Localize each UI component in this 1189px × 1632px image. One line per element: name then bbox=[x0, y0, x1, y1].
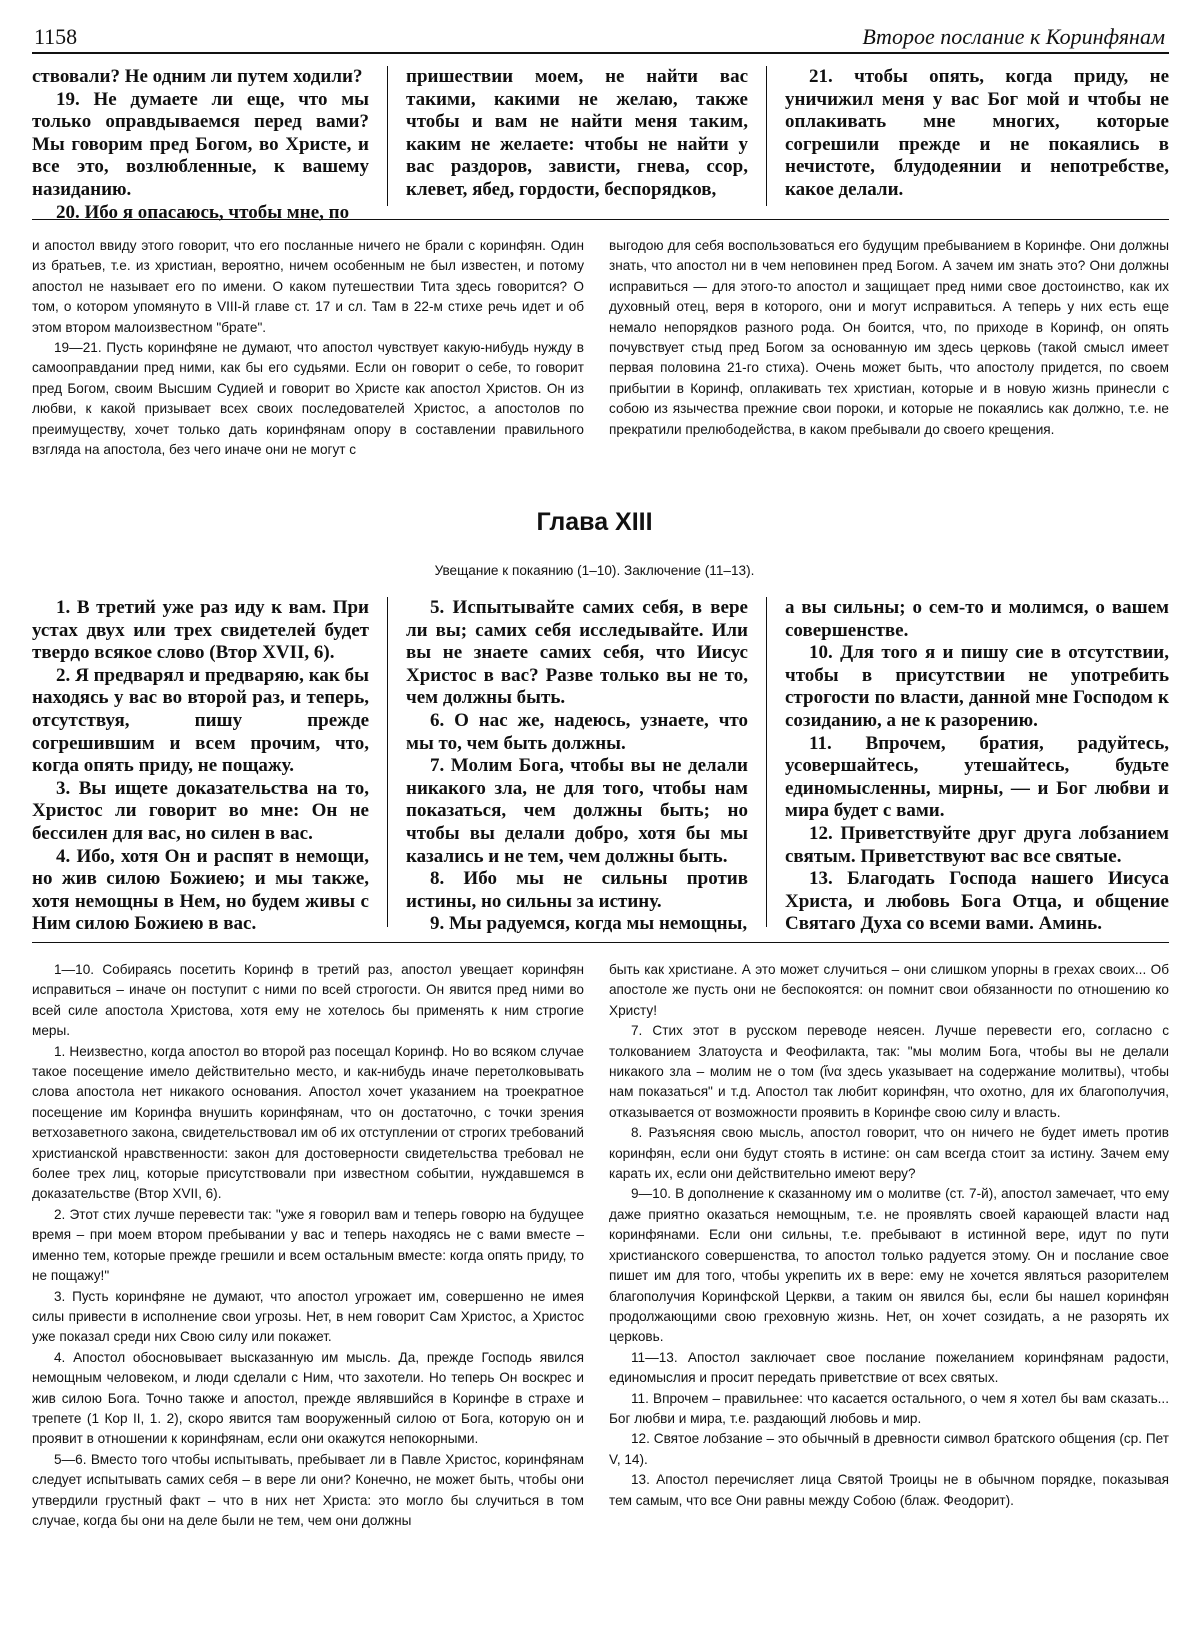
verse-text: 13. Благодать Господа нашего Иисуса Христа, и любовь Бога Отца, и общение Святаго Духа со всеми вами. Аминь. bbox=[785, 868, 1169, 935]
commentary-paragraph: 1—10. Собираясь посетить Коринф в третий раз, апостол увещает коринфян исправиться – иначе он поступит с ними по всей строгости. Он явится пред ними во всей силе апостола Христова, хотя ему не хотелось бы применять к ним строгие меры. bbox=[32, 962, 584, 1039]
commentary-paragraph: 7. Стих этот в русском переводе неясен. Лучше перевести его, согласно с толкованием Златоуста и Феофилакта, так: "мы молим Бога, чтобы вы не делали никакого зла – молим не о том (ἵνα здесь указывает на содержание молитвы), чтобы нам показаться" и т.д. Апостол так любит коринфян, что охотно, для их благополучия, отказывается от возможности проявить в Коринфе свою силу и власть. bbox=[609, 1023, 1169, 1120]
verse-text: 21. чтобы опять, когда приду, не уничижил меня у вас Бог мой и чтобы не оплакивать мне многих, которые согрешили прежде и не покаялись в нечистоте, блудодеянии и непотребстве, какое делали. bbox=[785, 66, 1169, 200]
verse-text: 6. О нас же, надеюсь, узнаете, что мы то, чем быть должны. bbox=[406, 709, 748, 754]
commentary-paragraph: 11—13. Апостол заключает свое послание пожеланием коринфянам радости, единомыслия и просит передать приветствие от всех святых. bbox=[609, 1349, 1169, 1386]
commentary-paragraph: 5—6. Вместо того чтобы испытывать, пребывает ли в Павле Христос, коринфянам следует испытывать самих себя – в вере ли они? Конечно, не может быть, чтобы они утвердили грустный факт – что в них нет Христа: это могло бы случиться в том случае, когда бы они на деле были не тем, чем они должны bbox=[32, 1451, 584, 1528]
scripture-column-1 bbox=[32, 597, 387, 935]
scripture-column-3 bbox=[767, 597, 1169, 935]
verse-text: а вы сильны; о сем-то и молимся, о вашем совершенстве. bbox=[785, 597, 1169, 641]
verse-text: 9. Мы радуемся, когда мы немощны, bbox=[430, 913, 748, 935]
scripture-column-2 bbox=[388, 597, 766, 935]
section-divider bbox=[32, 942, 1169, 943]
verse-text: пришествии моем, не найти вас такими, какими не желаю, также чтобы и вам не найти меня таким, каким не желаете: чтобы не найти у вас раздоров, зависти, гнева, ссор, клевет, ябед, гордости, беспорядков, bbox=[406, 66, 748, 200]
commentary-column-left bbox=[32, 236, 584, 460]
verse-text: 8. Ибо мы не сильны против истины, но сильны за истину. bbox=[406, 868, 748, 912]
page-number: 1158 bbox=[34, 24, 78, 49]
verse-text: 3. Вы ищете доказательства на то, Христос ли говорит во мне: Он не бессилен для вас, но силен в вас. bbox=[32, 777, 369, 844]
commentary-paragraph: 8. Разъясняя свою мысль, апостол говорит, что он ничего не будет иметь против коринфян, если они будут стоять в истине: он сам всегда стоит за истину. Зачем ему карать их, если они действительно имеют веру? bbox=[609, 1125, 1169, 1182]
commentary-paragraph: и апостол ввиду этого говорит, что его посланные ничего не брали с коринфян. Один из братьев, т.е. из христиан, вероятно, ничем особенным не был известен, и потому апостол не называет его по имени. О каком путешествии Тита здесь говорится? О том, о котором упомянуто в VIII-й главе ст. 17 и сл. Там в 22-м стихе речь идет и об этом втором малоизвестном "брате". bbox=[32, 238, 584, 335]
commentary-paragraph: выгодою для себя воспользоваться его будущим пребыванием в Коринфе. Они должны знать, что апостол ни в чем неповинен пред Богом. А зачем им знать это? Они должны исправиться — для этого-то апостол и защищает пред ними свое достоинство, как их духовный отец, веря в которого, они и могут исправиться. А теперь у них есть еще немало непорядков разного рода. Он боится, что, по приходе в Коринф, он опять почувствует стыд пред Богом за основанную им здесь церковь (такой смысл имеет первая половина 21-го стиха). Очень может быть, что апостолу придется, по своем прибытии в Коринф, оплакивать тех христиан, которые и в новую жизнь принесли с собою из язычества прежние свои пороки, и которые не покаялись как должно, т.е. не прекратили прелюбодейства, в каком пребывали до своего крещения. bbox=[609, 238, 1169, 437]
commentary-paragraph: 9—10. В дополнение к сказанному им о молитве (ст. 7-й), апостол замечает, что ему даже приятно оказаться немощным, т.е. не проявлять своей карающей власти над коринфянами. Если они сильны, т.е. пребывают в истинной вере, идут по пути христианского совершенства, то апостол только радуется этому. Он и послание свое пишет им для того, чтобы укрепить их в вере: ему не хочется являться разорителем благополучия Коринфской Церкви, а таким он явился бы, если бы нашел коринфян продолжающими свою греховную жизнь. Нет, он хочет созидать, а не разорять их церковь. bbox=[609, 1186, 1169, 1345]
scripture-column-2 bbox=[388, 66, 766, 206]
commentary-paragraph: 11. Впрочем – правильнее: что касается остального, о чем я хотел бы вам сказать... Бог любви и мира, т.е. раздающий любовь и мир. bbox=[609, 1390, 1169, 1426]
verse-text: 19. Не думаете ли еще, что мы только оправдываемся перед вами? Мы говорим пред Богом, во Христе, и все это, возлюбленные, к вашему назиданию. bbox=[32, 88, 369, 200]
verse-text: ствовали? Не одним ли путем ходили? bbox=[32, 66, 363, 87]
scripture-column-3 bbox=[767, 66, 1169, 206]
top-commentary bbox=[32, 236, 1169, 460]
commentary-column-right bbox=[609, 960, 1169, 1531]
page-header bbox=[32, 18, 1169, 54]
section-divider bbox=[32, 219, 1169, 220]
commentary-paragraph: 13. Апостол перечисляет лица Святой Троицы не в обычном порядке, показывая тем самым, что все Они равны между Собою (блаж. Феодорит). bbox=[609, 1472, 1169, 1508]
verse-text: 5. Испытывайте самих себя, в вере ли вы; самих себя исследывайте. Или вы не знаете самих себя, что Иисус Христос в вас? Разве только вы не то, чем должны быть. bbox=[406, 597, 748, 709]
commentary-paragraph: 1. Неизвестно, когда апостол во второй раз посещал Коринф. Но во всяком случае такое посещение имело действительно место, и как-нибудь иначе перетолковывать слова апостола нет никакого основания. Апостол хочет указанием на троекратное посещение им Коринфа внушить коринфянам, что он достаточно, с точки зрения ветхозаветного закона, свидетельствовал им об их отступлении от строгих требований христианской нравственности: закон для достоверности свидетельства требовал не более трех лиц, которые присутствовали при известном событии, нуждавшемся в доказательстве (Втор XVII, 6). bbox=[32, 1043, 584, 1202]
commentary-paragraph: 3. Пусть коринфяне не думают, что апостол угрожает им, совершенно не имея силы привести в исполнение свои угрозы. Нет, в нем говорит Сам Христос, а Христос уже показал среди них Свою силу или покажет. bbox=[32, 1288, 584, 1345]
verse-text: 7. Молим Бога, чтобы вы не делали никакого зла, не для того, чтобы нам показаться, чем должны быть; но чтобы вы делали добро, хотя бы мы казались и не тем, чем должны быть. bbox=[406, 755, 748, 867]
verse-text: 12. Приветствуйте друг друга лобзанием святым. Приветствуют вас все святые. bbox=[785, 822, 1169, 867]
chapter-scripture-columns bbox=[32, 597, 1169, 935]
verse-text: 4. Ибо, хотя Он и распят в немощи, но жив силою Божиею; и мы также, хотя немощны в Нем, но будем живы с Ним силою Божиею в вас. bbox=[32, 845, 369, 935]
commentary-column-left bbox=[32, 960, 584, 1531]
commentary-paragraph: 4. Апостол обосновывает высказанную им мысль. Да, прежде Господь явился немощным человеком, и люди сделали с Ним, что захотели. Но теперь Он воскрес и жив силою Бога. Точно также и апостол, прежде являвшийся в Коринфе в страхе и трепете (1 Кор II, 1. 2), скоро явится там вооруженный силою от Бога, которую он и проявит в отношении к коринфянам, если они окажутся непокорными. bbox=[32, 1349, 584, 1447]
running-title: Второе послание к Коринфянам bbox=[862, 24, 1165, 49]
scripture-column-1 bbox=[32, 66, 387, 223]
top-scripture-columns bbox=[32, 66, 1169, 223]
commentary-paragraph: быть как христиане. А это может случиться – они слишком упорны в грехах своих... Об апостоле же пусть они не беспокоятся: он помнит свои обязанности по отношению ко Христу! bbox=[609, 962, 1169, 1018]
chapter-summary: Увещание к покаянию (1–10). Заключение (11–13). bbox=[434, 563, 755, 578]
verse-text: 2. Я предварял и предваряю, как бы находясь у вас во второй раз, и теперь, отсутствуя, пишу прежде согрешившим и всем прочим, что, когда опять приду, не пощажу. bbox=[32, 664, 369, 777]
verse-text: 20. Ибо я опасаюсь, чтобы мне, по bbox=[56, 201, 350, 223]
commentary-paragraph: 12. Святое лобзание – это обычный в древности символ братского общения (ср. Пет V, 14). bbox=[609, 1431, 1169, 1467]
verse-text: 11. Впрочем, братия, радуйтесь, усовершайтесь, утешайтесь, будьте единомысленны, мирны, — и Бог любви и мира будет с вами. bbox=[785, 732, 1169, 822]
bottom-commentary bbox=[32, 960, 1169, 1531]
commentary-column-right bbox=[609, 236, 1169, 460]
chapter-title: Глава XIII bbox=[536, 508, 653, 536]
commentary-paragraph: 19—21. Пусть коринфяне не думают, что апостол чувствует какую-нибудь нужду в самооправдании пред ними, как бы его судьями. Если он говорит о себе, то говорит пред Богом, своим Высшим Судией и говорит во Христе как апостол Христов. Он из любви, к какой призывает всех своих последователей Христос, а апостолов по преимуществу, хочет только дать коринфянам опору в составлении правильного взгляда на апостола, без чего иначе они не могут с bbox=[32, 340, 584, 458]
verse-text: 1. В третий уже раз иду к вам. При устах двух или трех свидетелей будет твердо всякое слово (Втор XVII, 6). bbox=[32, 597, 369, 664]
verse-text: 10. Для того я и пишу сие в отсутствии, чтобы в присутствии не употребить строгости по власти, данной мне Господом к созиданию, а не к разорению. bbox=[785, 642, 1169, 731]
commentary-paragraph: 2. Этот стих лучше перевести так: "уже я говорил вам и теперь говорю на будущее время – при моем втором пребывании у вас и теперь находясь не с вами вместе – именно тем, которые прежде грешили и всем остальным вместе: когда опять приду, то не пощажу!" bbox=[32, 1206, 584, 1284]
